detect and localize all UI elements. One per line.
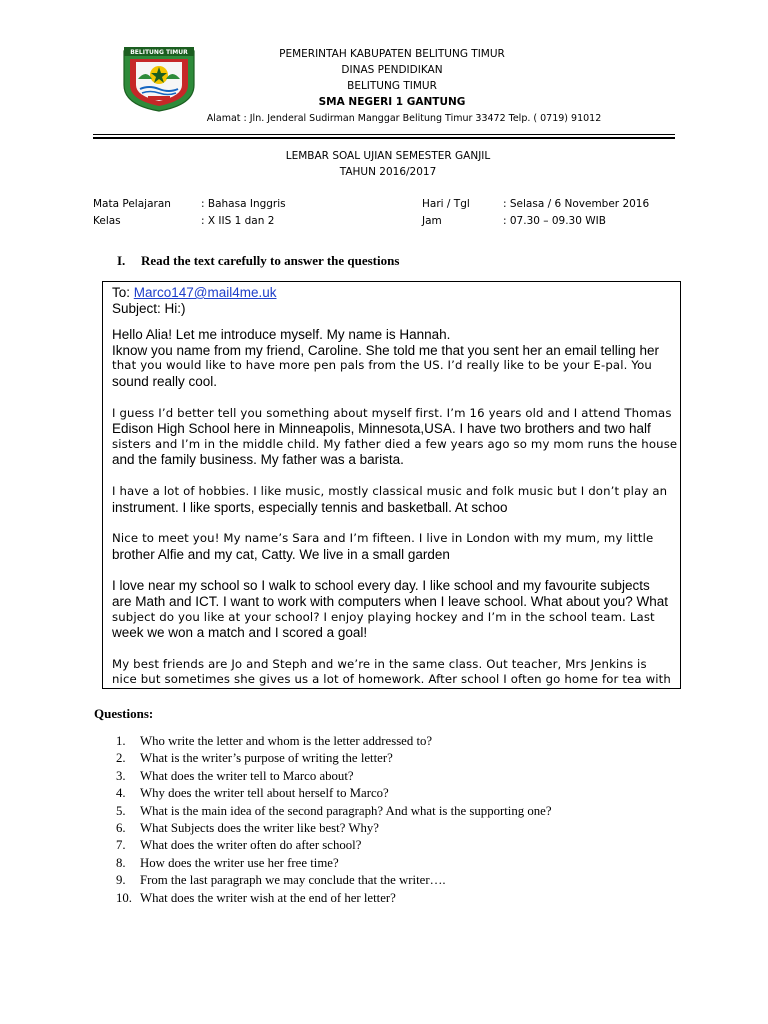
question-number: 5. [116,803,126,818]
section-title: Read the text carefully to answer the questions [141,253,400,268]
question-item [116,750,552,767]
day-value: : Selasa / 6 November 2016 [503,198,650,210]
question-text: What is the writer’s purpose of writing the letter? [140,751,393,766]
letter-p1-line: that you would like to have more pen pals from the US. I’d really like to be your E-pal. You [112,358,652,373]
letter-p6-line: My best friends are Jo and Steph and we’re in the same class. Out teacher, Mrs Jenkins is [112,656,647,671]
question-number: 6. [116,820,126,835]
letterhead-department: DINAS PENDIDIKAN [341,64,443,76]
letter-to-line [112,285,681,301]
question-text: Who write the letter and whom is the letter addressed to? [140,734,433,748]
question-text: Why does the writer tell about herself to Marco? [140,786,389,801]
letterhead-address: Alamat : Jln. Jenderal Sudirman Manggar Belitung Timur 33472 Telp. ( 0719) 91012 [206,113,602,124]
subject-label: Mata Pelajaran [93,198,171,210]
question-number: 10. [116,890,132,905]
letterhead-school-name: SMA NEGERI 1 GANTUNG [318,96,466,108]
questions-list [116,733,552,907]
letter-p5-line: week we won a match and I scored a goal! [112,625,368,641]
letter-p4-line: brother Alfie and my cat, Catty. We live in a small garden [112,546,450,562]
class-label: Kelas [93,215,121,227]
letter-p3-line: I have a lot of hobbies. I like music, mostly classical music and folk music but I don’t play an [112,483,668,498]
question-number: 1. [116,734,126,748]
letter-p1-line: sound really cool. [112,373,218,389]
question-number: 7. [116,838,126,853]
question-item [116,785,552,802]
class-value: : X IIS 1 dan 2 [201,215,275,227]
question-item [116,890,552,907]
letter-p5-line: are Math and ICT. I want to work with computers when I leave school. What about you? What [112,593,669,609]
question-number: 9. [116,873,126,888]
question-text: How does the writer use her free time? [140,855,339,870]
question-text: What does the writer wish at the end of her letter? [140,890,396,905]
question-item [116,855,552,872]
question-text: What Subjects does the writer like best? Why? [140,820,379,835]
exam-title: LEMBAR SOAL UJIAN SEMESTER GANJIL [285,150,491,162]
day-label: Hari / Tgl [422,198,470,210]
question-text: What does the writer often do after school? [140,838,362,853]
questions-heading: Questions: [94,706,154,721]
question-item [116,872,552,889]
letter-email-link[interactable]: Marco147@mail4me.uk [133,285,277,300]
letter-p2-line: Edison High School here in Minneapolis, Minnesota,USA. I have two brothers and two half [112,421,651,437]
question-number: 2. [116,751,126,766]
question-item [116,803,552,820]
question-text: What is the main idea of the second paragraph? And what is the supporting one? [140,803,552,818]
letter-p2-line: I guess I’d better tell you something about myself first. I’m 16 years old and I attend Thomas [112,405,672,420]
logo-text: BELITUNG TIMUR [130,49,188,56]
letter-p4-line: Nice to meet you! My name’s Sara and I’m fifteen. I live in London with my mum, my little [112,531,654,546]
question-item [116,837,552,854]
question-item [116,768,552,785]
question-number: 8. [116,855,126,870]
letter-p3-line: instrument. I like sports, especially tennis and basketball. At schoo [112,499,508,515]
letter-p2-line: and the family business. My father was a barista. [112,452,404,468]
time-value: : 07.30 – 09.30 WIB [503,215,606,227]
letter-p5-line: subject do you like at your school? I enjoy playing hockey and I’m in the school team. Last [112,609,655,624]
subject-value: : Bahasa Inggris [201,198,286,210]
letterhead-divider-thin [93,134,675,135]
letterhead-region: BELITUNG TIMUR [347,80,437,92]
section-number: I. [117,253,126,268]
letterhead-divider-thick [93,137,675,139]
question-text: From the last paragraph we may conclude that the writer…. [140,873,446,888]
question-number: 3. [116,768,126,783]
letter-subject: Subject: Hi:) [112,300,186,316]
letter-p2-line: sisters and I’m in the middle child. My father died a few years ago so my mom runs the house [112,436,678,451]
time-label: Jam [422,215,442,227]
section-heading [117,253,399,269]
exam-year: TAHUN 2016/2017 [339,166,437,178]
question-item [116,820,552,837]
question-text: What does the writer tell to Marco about? [140,768,354,783]
letter-p1-line: Iknow you name from my friend, Caroline. She told me that you sent her an email telling her [112,342,660,358]
question-item [116,733,552,750]
question-number: 4. [116,786,126,801]
reading-text-box [102,281,681,689]
letter-p5-line: I love near my school so I walk to school every day. I like school and my favourite subjects [112,578,650,594]
letter-p6-line: nice but sometimes she gives us a lot of homework. After school I often go home for tea with [112,672,671,687]
letterhead-government: PEMERINTAH KABUPATEN BELITUNG TIMUR [279,48,505,60]
letter-to-label: To: [112,285,134,300]
letter-p1-line: Hello Alia! Let me introduce myself. My name is Hannah. [112,327,451,343]
